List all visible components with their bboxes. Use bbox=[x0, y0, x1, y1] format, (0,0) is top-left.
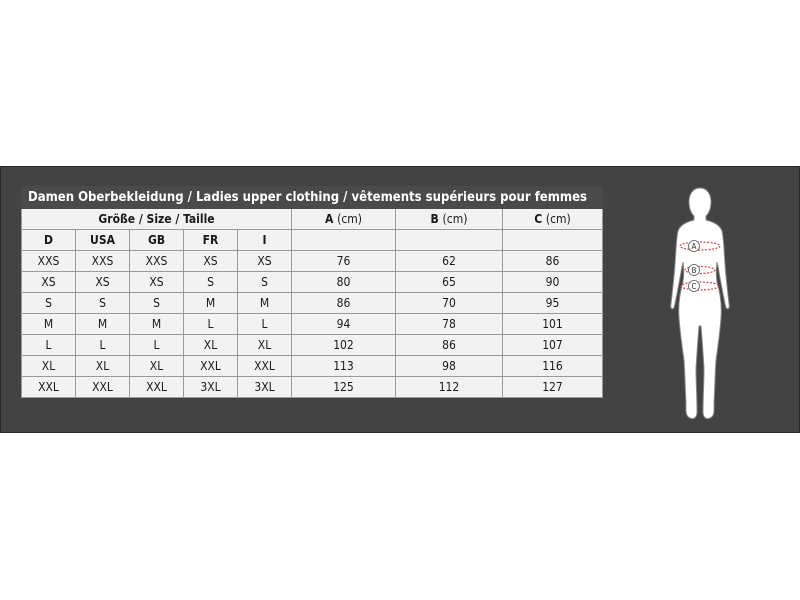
table-row bbox=[22, 251, 603, 272]
measure-header-b bbox=[396, 209, 503, 230]
measure-marker-a bbox=[689, 241, 700, 252]
cell-fr: L bbox=[184, 314, 238, 335]
measure-marker-b bbox=[689, 265, 700, 276]
cell-gb: XL bbox=[130, 356, 184, 377]
cell-usa: XL bbox=[76, 356, 130, 377]
cell-fr: XL bbox=[184, 335, 238, 356]
measure-marker-c bbox=[689, 281, 700, 292]
cell-c: 107 bbox=[503, 335, 603, 356]
table-row bbox=[22, 314, 603, 335]
cell-a: 76 bbox=[292, 251, 396, 272]
empty-cell bbox=[292, 230, 396, 251]
region-header-usa: USA bbox=[76, 230, 130, 251]
cell-a: 94 bbox=[292, 314, 396, 335]
cell-b: 78 bbox=[396, 314, 503, 335]
region-header-gb: GB bbox=[130, 230, 184, 251]
measure-letter: A bbox=[324, 212, 334, 226]
cell-d: XL bbox=[22, 356, 76, 377]
cell-d: L bbox=[22, 335, 76, 356]
cell-fr: S bbox=[184, 272, 238, 293]
cell-a: 80 bbox=[292, 272, 396, 293]
cell-fr: 3XL bbox=[184, 377, 238, 398]
cell-gb: XXL bbox=[130, 377, 184, 398]
table-row bbox=[22, 356, 603, 377]
cell-fr: XS bbox=[184, 251, 238, 272]
cell-gb: XS bbox=[130, 272, 184, 293]
marker-label-c: C bbox=[691, 282, 697, 291]
cell-b: 98 bbox=[396, 356, 503, 377]
cell-d: XXL bbox=[22, 377, 76, 398]
marker-label-b: B bbox=[691, 266, 697, 275]
cell-usa: M bbox=[76, 314, 130, 335]
cell-a: 125 bbox=[292, 377, 396, 398]
region-header-i: I bbox=[238, 230, 292, 251]
region-header-d: D bbox=[22, 230, 76, 251]
cell-usa: XS bbox=[76, 272, 130, 293]
cell-usa: S bbox=[76, 293, 130, 314]
cell-d: M bbox=[22, 314, 76, 335]
cell-usa: L bbox=[76, 335, 130, 356]
cell-b: 65 bbox=[396, 272, 503, 293]
region-header-fr: FR bbox=[184, 230, 238, 251]
table-row bbox=[22, 293, 603, 314]
cell-gb: S bbox=[130, 293, 184, 314]
measure-unit: (cm) bbox=[442, 212, 468, 226]
table-row bbox=[22, 377, 603, 398]
group-header-row bbox=[22, 209, 603, 230]
cell-c: 101 bbox=[503, 314, 603, 335]
cell-gb: XXS bbox=[130, 251, 184, 272]
cell-usa: XXS bbox=[76, 251, 130, 272]
size-chart-table bbox=[21, 186, 603, 398]
cell-b: 112 bbox=[396, 377, 503, 398]
measure-letter: B bbox=[430, 212, 439, 226]
empty-cell bbox=[503, 230, 603, 251]
cell-i: M bbox=[238, 293, 292, 314]
cell-i: 3XL bbox=[238, 377, 292, 398]
cell-i: XS bbox=[238, 251, 292, 272]
measure-header-c bbox=[503, 209, 603, 230]
cell-c: 86 bbox=[503, 251, 603, 272]
cell-c: 95 bbox=[503, 293, 603, 314]
cell-d: S bbox=[22, 293, 76, 314]
cell-b: 70 bbox=[396, 293, 503, 314]
cell-c: 127 bbox=[503, 377, 603, 398]
cell-fr: M bbox=[184, 293, 238, 314]
title-row bbox=[22, 187, 603, 209]
cell-i: S bbox=[238, 272, 292, 293]
cell-b: 86 bbox=[396, 335, 503, 356]
measure-unit: (cm) bbox=[337, 212, 362, 226]
cell-gb: M bbox=[130, 314, 184, 335]
size-group-header: Größe / Size / Taille bbox=[22, 209, 292, 230]
measure-unit: (cm) bbox=[545, 212, 571, 226]
cell-i: L bbox=[238, 314, 292, 335]
empty-cell bbox=[396, 230, 503, 251]
cell-a: 86 bbox=[292, 293, 396, 314]
cell-usa: XXL bbox=[76, 377, 130, 398]
cell-i: XL bbox=[238, 335, 292, 356]
table-row bbox=[22, 272, 603, 293]
cell-c: 90 bbox=[503, 272, 603, 293]
cell-d: XS bbox=[22, 272, 76, 293]
body-measurement-figure bbox=[660, 184, 740, 424]
measure-header-a bbox=[292, 209, 396, 230]
marker-label-a: A bbox=[691, 242, 697, 251]
cell-b: 62 bbox=[396, 251, 503, 272]
cell-c: 116 bbox=[503, 356, 603, 377]
cell-a: 113 bbox=[292, 356, 396, 377]
region-header-row bbox=[22, 230, 603, 251]
cell-a: 102 bbox=[292, 335, 396, 356]
measure-letter: C bbox=[534, 212, 543, 226]
cell-i: XXL bbox=[238, 356, 292, 377]
chart-title: Damen Oberbekleidung / Ladies upper clothing / vêtements supérieurs pour femmes bbox=[22, 187, 603, 209]
table-row bbox=[22, 335, 603, 356]
cell-gb: L bbox=[130, 335, 184, 356]
cell-d: XXS bbox=[22, 251, 76, 272]
cell-fr: XXL bbox=[184, 356, 238, 377]
female-silhouette bbox=[671, 188, 730, 419]
